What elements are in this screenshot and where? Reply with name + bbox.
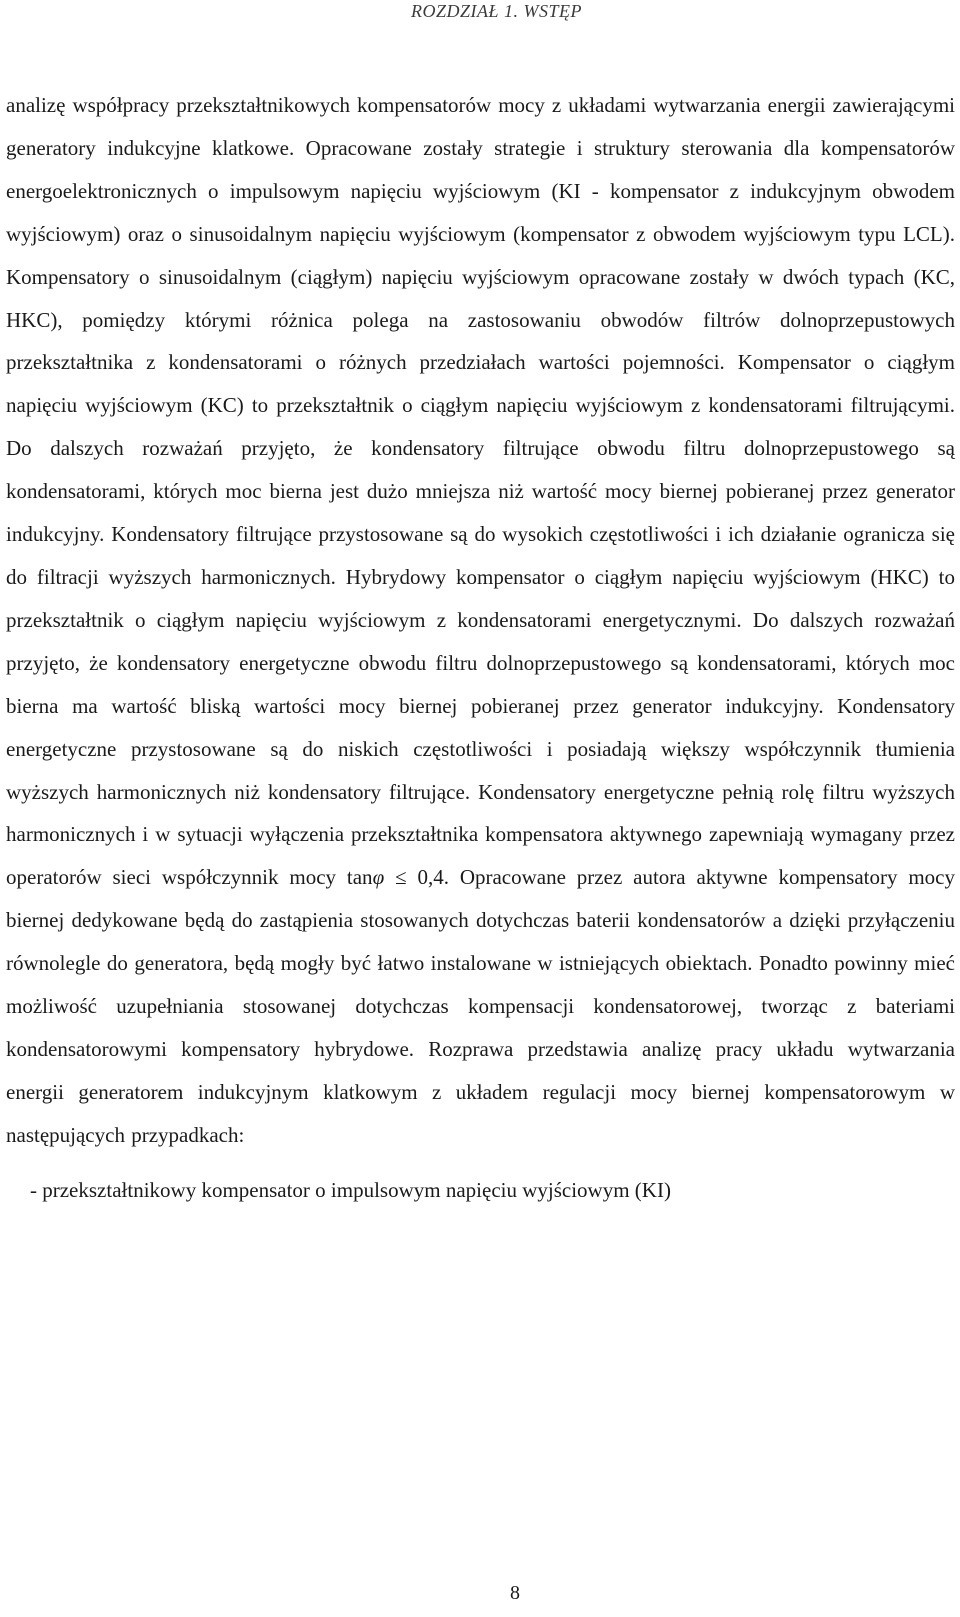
case-list [6, 1169, 955, 1211]
body-paragraph [6, 84, 955, 1157]
math-tan-prefix: tan [346, 865, 373, 890]
math-condition: ≤ 0,4. [384, 865, 460, 890]
page-number: 8 [510, 1582, 520, 1604]
paragraph-text: analizę współpracy przekształtnikowych kompensatorów mocy z układami wytwarzania energii zawierającymi generatory indukcyjne klatkowe. Opracowane zostały strategie i struktury sterowania dla kompensatorów energoelektronicznych o impulsowym napięciu wyjściowym (KI - kompensator z indukcyjnym obwodem wyjściowym) oraz o sinusoidalnym napięciu wyjściowym (kompensator z obwodem wyjściowym typu LCL). Kompensatory o sinusoidalnym (ciągłym) napięciu wyjściowym opracowane zostały w dwóch typach (KC, HKC), pomiędzy którymi różnica polega na zastosowaniu obwodów filtrów dolnoprzepustowych przekształtnika z kondensatorami o różnych przedziałach wartości pojemności. Kompensator o ciągłym napięciu wyjściowym (KC) to przekształtnik o ciągłym napięciu wyjściowym z kondensatorami filtrującymi. Do dalszych rozważań przyjęto, że kondensatory filtrujące obwodu filtru dolnoprzepustowego są kondensatorami, których moc bierna jest dużo mniejsza niż wartość mocy biernej pobieranej przez generator indukcyjny. Kondensatory filtrujące przystosowane są do wysokich częstotliwości i ich działanie ogranicza się do filtracji wyższych harmonicznych. Hybrydowy kompensator o ciągłym napięciu wyjściowym (HKC) to przekształtnik o ciągłym napięciu wyjściowym z kondensatorami energetycznymi. Do dalszych rozważań przyjęto, że kondensatory energetyczne obwodu filtru dolnoprzepustowego są kondensatorami, których moc bierna ma wartość bliską wartości mocy biernej pobieranej przez generator indukcyjny. Kondensatory energetyczne przystosowane są do niskich częstotliwości i posiadają większy współczynnik tłumienia wyższych harmonicznych niż kondensatory filtrujące. Kondensatory energetyczne pełnią rolę filtru wyższych harmonicznych i w sytuacji wyłączenia przekształtnika kompensatora aktywnego zapewniają wymagany przez operatorów sieci współczynnik mocy [6, 93, 955, 890]
math-phi-symbol: φ [372, 865, 385, 890]
list-item: - przekształtnikowy kompensator o impulsowym napięciu wyjściowym (KI) [30, 1177, 671, 1202]
running-header: ROZDZIAŁ 1. WSTĘP [410, 1, 582, 21]
page-content [6, 84, 955, 1211]
paragraph-text-continued: Opracowane przez autora aktywne kompensatory mocy biernej dedykowane będą do zastąpienia stosowanych dotychczas baterii kondensatorów a dzięki przyłączeniu równolegle do generatora, będą mogły być łatwo instalowane w istniejących obiektach. Ponadto powinny mieć możliwość uzupełniania stosowanej dotychczas kompensacji kondensatorowej, tworząc z bateriami kondensatorowymi kompensatory hybrydowe. Rozprawa przedstawia analizę pracy układu wytwarzania energii generatorem indukcyjnym klatkowym z układem regulacji mocy biernej kompensatorowym w następujących przypadkach: [6, 865, 955, 1147]
